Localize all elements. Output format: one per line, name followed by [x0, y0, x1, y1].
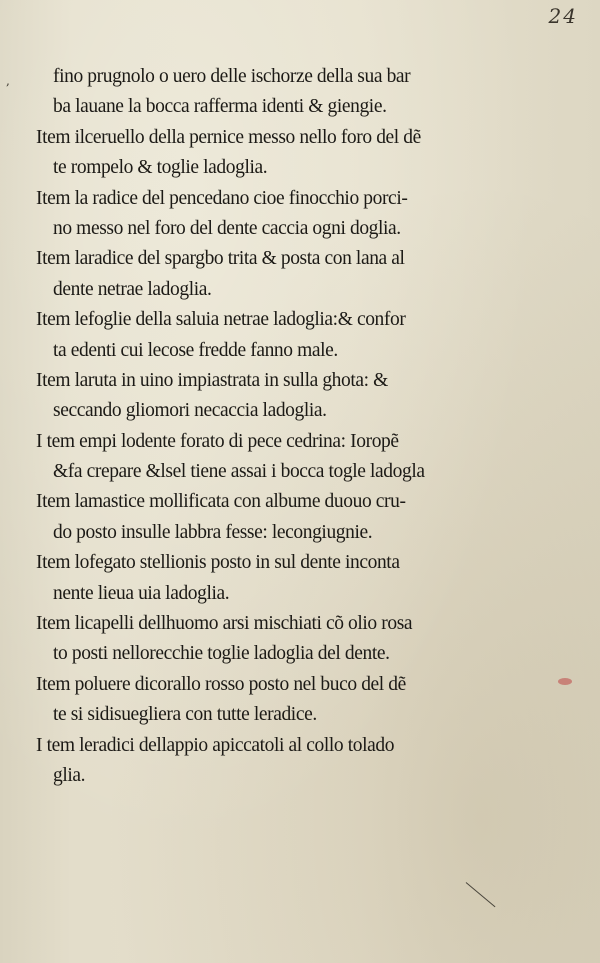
text-line: to posti nellorecchie toglie ladoglia del dente. [53, 643, 390, 665]
margin-mark: , [6, 74, 10, 88]
text-line: glia. [53, 764, 86, 786]
text-line: te si sidisuegliera con tutte leradice. [53, 704, 317, 726]
text-line: &fa crepare &lsel tiene assai i bocca togle ladogla [53, 461, 425, 483]
page-scratch [466, 882, 496, 907]
text-line: do posto insulle labbra fesse: lecongiugnie. [53, 521, 373, 543]
text-line: Item poluere dicorallo rosso posto nel buco del dẽ [36, 673, 406, 695]
text-line: Item la radice del pencedano cioe finocchio porci- [36, 187, 408, 209]
text-line: Item lamastice mollificata con albume duouo cru- [36, 491, 406, 513]
text-line: ba lauane la bocca rafferma identi & giengie. [53, 96, 387, 118]
text-line: Item lefoglie della saluia netrae ladoglia:& confor [36, 309, 406, 331]
text-line: Item laradice del spargbo trita & posta con lana al [36, 248, 405, 270]
text-line: te rompelo & toglie ladoglia. [53, 157, 268, 179]
folio-number: 24 [548, 4, 578, 28]
text-line: Item laruta in uino impiastrata in sulla ghota: & [36, 369, 388, 391]
text-line: ta edenti cui lecose fredde fanno male. [53, 339, 338, 361]
text-block [36, 62, 536, 791]
text-line: dente netrae ladoglia. [53, 278, 212, 300]
text-line: I tem leradici dellappio apiccatoli al collo toladο [36, 734, 395, 756]
text-line: nente lieua uia ladoglia. [53, 582, 230, 604]
text-line: I tem empi lodente forato di pece cedrina: Ioropẽ [36, 430, 399, 452]
text-line: Item licapelli dellhuomo arsi mischiati cõ olio rosa [36, 613, 413, 635]
red-stain [558, 678, 572, 685]
text-line: Item ilceruello della pernice messo nello foro del dẽ [36, 126, 421, 148]
text-line: fino prugnolo o uero delle ischorze della sua bar [53, 66, 411, 87]
text-line: seccando gliomori necaccia ladoglia. [53, 400, 327, 422]
text-line: Item lofegato stellionis posto in sul dente inconta [36, 552, 400, 574]
text-line: no messo nel foro del dente caccia ogni doglia. [53, 217, 401, 239]
